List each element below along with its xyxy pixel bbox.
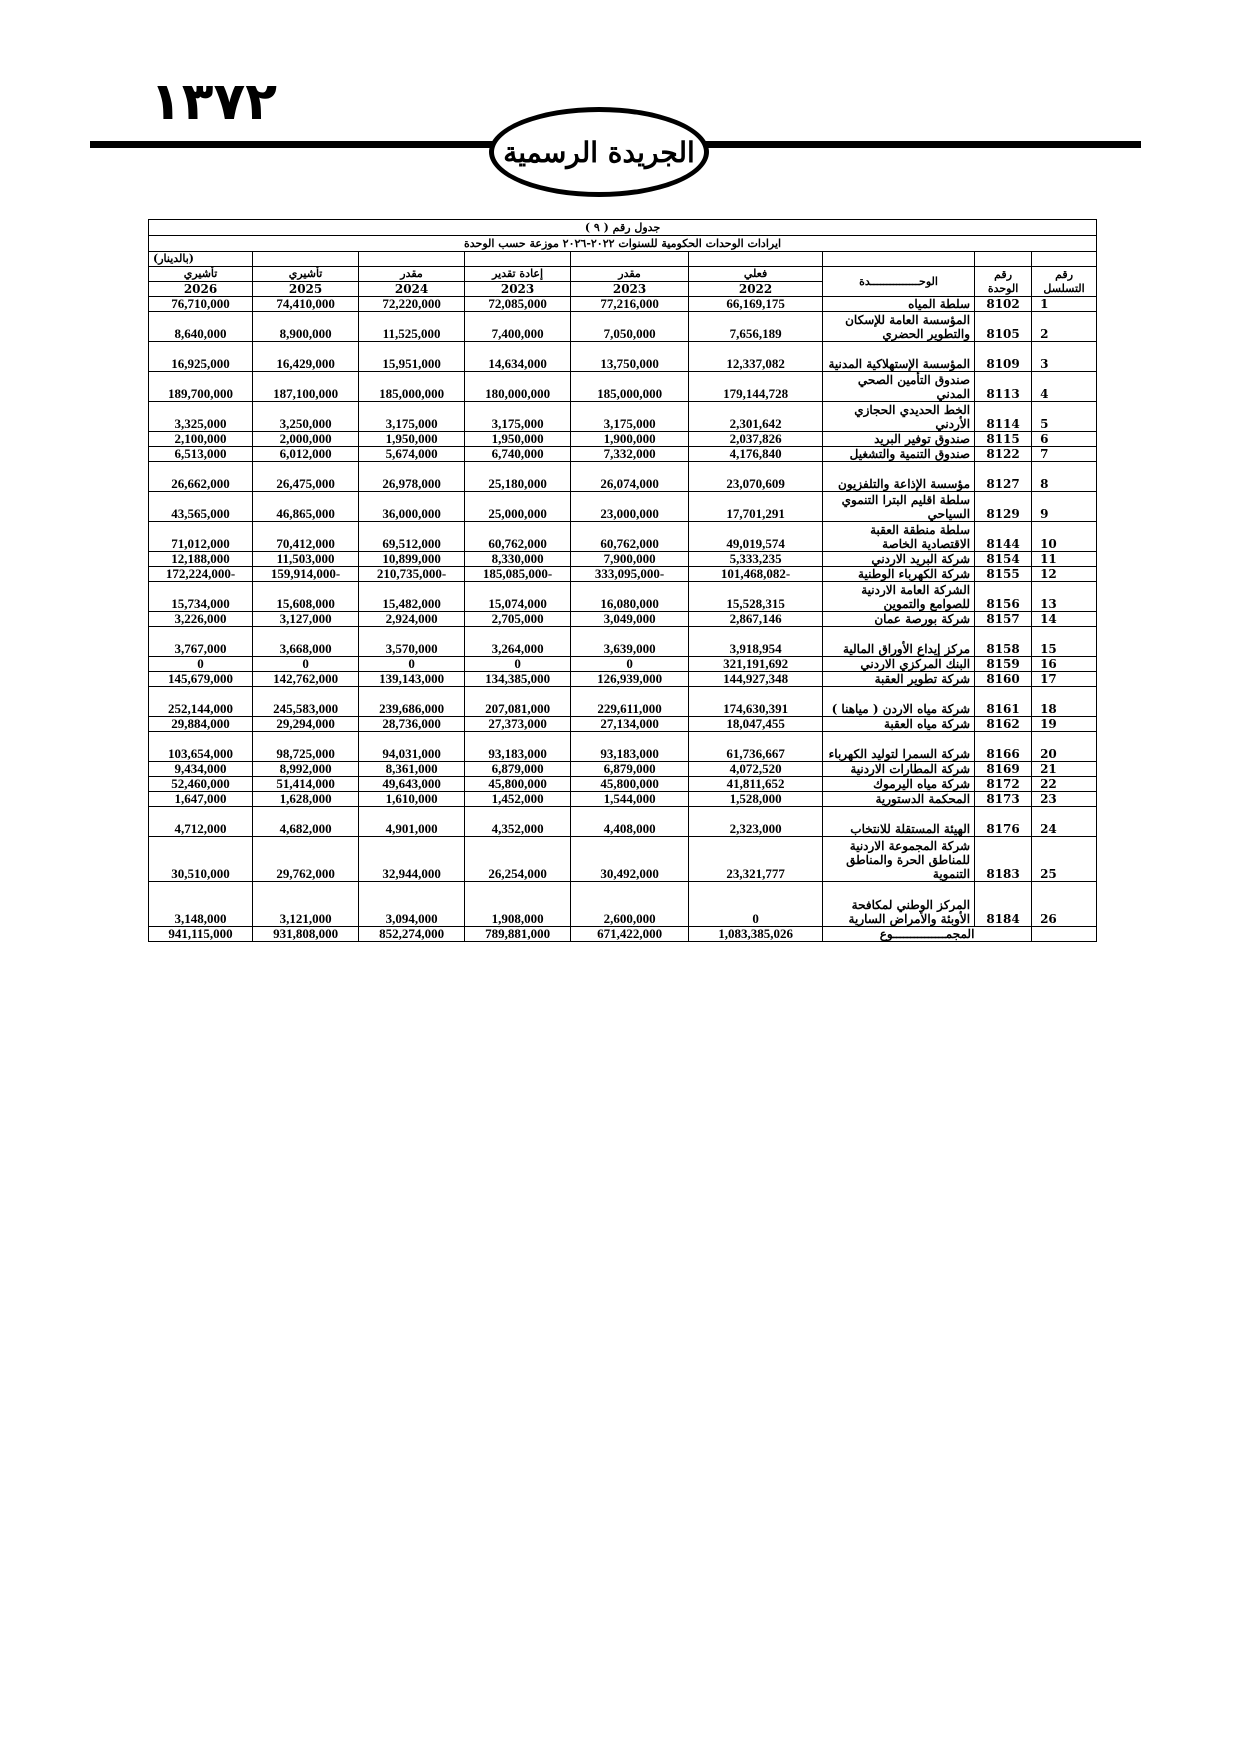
row-value: 1,900,000 <box>571 432 689 447</box>
row-value: 174,630,391 <box>689 687 823 717</box>
header-unit: الوحـــــــــــــــدة <box>823 267 975 297</box>
row-value: 9,434,000 <box>149 762 253 777</box>
row-value: 61,736,667 <box>689 732 823 762</box>
table-row <box>149 492 1097 522</box>
row-unit-code: 8172 <box>975 777 1032 792</box>
row-seq: 19 <box>1032 717 1097 732</box>
row-value: 26,662,000 <box>149 462 253 492</box>
row-unit-code: 8129 <box>975 492 1032 522</box>
total-value: 941,115,000 <box>149 927 253 942</box>
row-value: 3,767,000 <box>149 627 253 657</box>
row-value: 6,740,000 <box>465 447 571 462</box>
row-value: 179,144,728 <box>689 372 823 402</box>
row-value: 15,608,000 <box>253 582 359 612</box>
row-value: 185,000,000 <box>359 372 465 402</box>
row-value: 7,332,000 <box>571 447 689 462</box>
row-value: 3,127,000 <box>253 612 359 627</box>
row-value: 6,879,000 <box>465 762 571 777</box>
table-row <box>149 837 1097 882</box>
row-unit-name: شركة المجموعة الاردنية للمناطق الحرة والمناطق التنموية <box>823 837 975 882</box>
row-unit-code: 8155 <box>975 567 1032 582</box>
row-value: 74,410,000 <box>253 297 359 312</box>
row-value: 1,544,000 <box>571 792 689 807</box>
row-value: 189,700,000 <box>149 372 253 402</box>
row-value: 25,180,000 <box>465 462 571 492</box>
header-col-label: تأشيري <box>253 267 359 282</box>
row-unit-name: سلطة اقليم البترا التنموي السياحي <box>823 492 975 522</box>
row-unit-code: 8122 <box>975 447 1032 462</box>
row-seq: 2 <box>1032 312 1097 342</box>
row-value: 0 <box>149 657 253 672</box>
row-value: 25,000,000 <box>465 492 571 522</box>
row-value: 72,085,000 <box>465 297 571 312</box>
row-value: 2,924,000 <box>359 612 465 627</box>
row-unit-code: 8162 <box>975 717 1032 732</box>
row-value: 4,901,000 <box>359 807 465 837</box>
row-seq: 21 <box>1032 762 1097 777</box>
row-value: 11,525,000 <box>359 312 465 342</box>
total-seq-blank <box>1032 927 1097 942</box>
table-row <box>149 342 1097 372</box>
row-value: 3,918,954 <box>689 627 823 657</box>
row-value: 207,081,000 <box>465 687 571 717</box>
row-value: 29,762,000 <box>253 837 359 882</box>
row-seq: 24 <box>1032 807 1097 837</box>
row-unit-code: 8127 <box>975 462 1032 492</box>
row-unit-name: شركة البريد الاردني <box>823 552 975 567</box>
row-value: 2,705,000 <box>465 612 571 627</box>
row-seq: 17 <box>1032 672 1097 687</box>
row-value: -159,914,000 <box>253 567 359 582</box>
table-row <box>149 717 1097 732</box>
row-unit-name: الهيئة المستقلة للانتخاب <box>823 807 975 837</box>
row-unit-code: 8159 <box>975 657 1032 672</box>
row-value: 45,800,000 <box>465 777 571 792</box>
row-value: 71,012,000 <box>149 522 253 552</box>
row-unit-name: شركة مياه اليرموك <box>823 777 975 792</box>
row-value: 0 <box>465 657 571 672</box>
row-value: 60,762,000 <box>465 522 571 552</box>
row-value: 252,144,000 <box>149 687 253 717</box>
row-seq: 13 <box>1032 582 1097 612</box>
row-unit-code: 8160 <box>975 672 1032 687</box>
masthead-title: الجريدة الرسمية <box>503 135 695 169</box>
row-value: -172,224,000 <box>149 567 253 582</box>
row-value: 16,925,000 <box>149 342 253 372</box>
row-value: 12,337,082 <box>689 342 823 372</box>
total-value: 931,808,000 <box>253 927 359 942</box>
row-unit-name: سلطة المياه <box>823 297 975 312</box>
row-unit-name: صندوق التأمين الصحي المدني <box>823 372 975 402</box>
row-seq: 20 <box>1032 732 1097 762</box>
row-seq: 7 <box>1032 447 1097 462</box>
row-value: 15,528,315 <box>689 582 823 612</box>
row-value: 23,321,777 <box>689 837 823 882</box>
row-unit-name: المحكمة الدستورية <box>823 792 975 807</box>
row-value: 49,019,574 <box>689 522 823 552</box>
row-value: 0 <box>689 882 823 927</box>
masthead-oval <box>489 107 709 197</box>
row-value: 185,000,000 <box>571 372 689 402</box>
row-value: 26,978,000 <box>359 462 465 492</box>
table-row <box>149 552 1097 567</box>
row-value: 23,000,000 <box>571 492 689 522</box>
row-unit-name: الخط الحديدي الحجازي الأردني <box>823 402 975 432</box>
row-value: 239,686,000 <box>359 687 465 717</box>
row-value: 23,070,609 <box>689 462 823 492</box>
row-value: 26,254,000 <box>465 837 571 882</box>
row-value: 18,047,455 <box>689 717 823 732</box>
row-value: 0 <box>253 657 359 672</box>
row-value: -333,095,000 <box>571 567 689 582</box>
total-value: 1,083,385,026 <box>689 927 823 942</box>
row-value: 60,762,000 <box>571 522 689 552</box>
header-col-label: مقدر <box>359 267 465 282</box>
row-seq: 9 <box>1032 492 1097 522</box>
row-value: 77,216,000 <box>571 297 689 312</box>
table-row <box>149 447 1097 462</box>
row-value: 5,674,000 <box>359 447 465 462</box>
page-number: ١٣٧٢ <box>150 72 277 132</box>
header-col-label: إعادة تقدير <box>465 267 571 282</box>
table-row <box>149 807 1097 837</box>
row-value: 16,429,000 <box>253 342 359 372</box>
row-value: 3,175,000 <box>571 402 689 432</box>
row-value: 4,176,840 <box>689 447 823 462</box>
row-value: 26,074,000 <box>571 462 689 492</box>
row-value: 142,762,000 <box>253 672 359 687</box>
row-value: 15,734,000 <box>149 582 253 612</box>
total-value: 852,274,000 <box>359 927 465 942</box>
row-value: 2,100,000 <box>149 432 253 447</box>
row-value: 2,037,826 <box>689 432 823 447</box>
row-seq: 15 <box>1032 627 1097 657</box>
row-seq: 16 <box>1032 657 1097 672</box>
row-value: 43,565,000 <box>149 492 253 522</box>
row-value: 26,475,000 <box>253 462 359 492</box>
row-seq: 25 <box>1032 837 1097 882</box>
row-unit-name: الشركة العامة الاردنية للصوامع والتموين <box>823 582 975 612</box>
row-seq: 6 <box>1032 432 1097 447</box>
row-value: 6,513,000 <box>149 447 253 462</box>
row-value: -185,085,000 <box>465 567 571 582</box>
table-row <box>149 627 1097 657</box>
table-row <box>149 372 1097 402</box>
table-row <box>149 567 1097 582</box>
row-value: 139,143,000 <box>359 672 465 687</box>
row-value: 10,899,000 <box>359 552 465 567</box>
header-col-year: 2023 <box>465 282 571 297</box>
table-row <box>149 657 1097 672</box>
row-value: 126,939,000 <box>571 672 689 687</box>
row-value: 144,927,348 <box>689 672 823 687</box>
row-seq: 1 <box>1032 297 1097 312</box>
header-col-label: تأشيري <box>149 267 253 282</box>
header-col-year: 2025 <box>253 282 359 297</box>
table-row <box>149 672 1097 687</box>
row-seq: 23 <box>1032 792 1097 807</box>
row-seq: 4 <box>1032 372 1097 402</box>
row-seq: 11 <box>1032 552 1097 567</box>
row-unit-name: صندوق توفير البريد <box>823 432 975 447</box>
row-seq: 14 <box>1032 612 1097 627</box>
currency-note: (بالدينار) <box>149 252 253 267</box>
row-value: 1,528,000 <box>689 792 823 807</box>
row-value: 29,884,000 <box>149 717 253 732</box>
row-value: 2,600,000 <box>571 882 689 927</box>
row-value: 49,643,000 <box>359 777 465 792</box>
table-row <box>149 462 1097 492</box>
row-unit-code: 8184 <box>975 882 1032 927</box>
row-value: 98,725,000 <box>253 732 359 762</box>
row-unit-name: شركة بورصة عمان <box>823 612 975 627</box>
row-value: 8,992,000 <box>253 762 359 777</box>
row-unit-name: المؤسسة العامة للإسكان والتطوير الحضري <box>823 312 975 342</box>
table-row <box>149 882 1097 927</box>
row-value: 321,191,692 <box>689 657 823 672</box>
row-value: 4,682,000 <box>253 807 359 837</box>
row-value: 51,414,000 <box>253 777 359 792</box>
row-value: -210,735,000 <box>359 567 465 582</box>
row-value: 93,183,000 <box>571 732 689 762</box>
row-value: 41,811,652 <box>689 777 823 792</box>
row-value: 28,736,000 <box>359 717 465 732</box>
row-unit-code: 8156 <box>975 582 1032 612</box>
row-unit-name: شركة الكهرباء الوطنية <box>823 567 975 582</box>
row-value: 1,610,000 <box>359 792 465 807</box>
row-unit-code: 8169 <box>975 762 1032 777</box>
row-value: 69,512,000 <box>359 522 465 552</box>
table-row <box>149 432 1097 447</box>
header-unit-no: رقم الوحدة <box>975 267 1032 297</box>
table-row <box>149 732 1097 762</box>
row-seq: 22 <box>1032 777 1097 792</box>
row-unit-code: 8176 <box>975 807 1032 837</box>
row-value: 7,900,000 <box>571 552 689 567</box>
header-col-year: 2026 <box>149 282 253 297</box>
header-seq: رقم التسلسل <box>1032 267 1097 297</box>
table-row <box>149 687 1097 717</box>
row-value: 1,950,000 <box>465 432 571 447</box>
row-value: 4,352,000 <box>465 807 571 837</box>
row-seq: 18 <box>1032 687 1097 717</box>
row-value: 6,012,000 <box>253 447 359 462</box>
table-title: جدول رقم ( ٩ ) <box>149 220 1097 236</box>
row-value: 134,385,000 <box>465 672 571 687</box>
row-value: 3,264,000 <box>465 627 571 657</box>
total-value: 671,422,000 <box>571 927 689 942</box>
row-value: 46,865,000 <box>253 492 359 522</box>
row-value: 30,510,000 <box>149 837 253 882</box>
row-value: 4,072,520 <box>689 762 823 777</box>
row-value: 5,333,235 <box>689 552 823 567</box>
row-value: 16,080,000 <box>571 582 689 612</box>
row-unit-code: 8158 <box>975 627 1032 657</box>
row-seq: 3 <box>1032 342 1097 372</box>
row-value: 0 <box>359 657 465 672</box>
total-label: المجمـــــــــــــــوع <box>823 927 1032 942</box>
row-value: 52,460,000 <box>149 777 253 792</box>
row-value: 8,361,000 <box>359 762 465 777</box>
row-unit-name: شركة تطوير العقبة <box>823 672 975 687</box>
row-value: 3,094,000 <box>359 882 465 927</box>
row-value: 1,908,000 <box>465 882 571 927</box>
row-unit-code: 8102 <box>975 297 1032 312</box>
row-value: 4,712,000 <box>149 807 253 837</box>
row-value: 15,951,000 <box>359 342 465 372</box>
row-value: 2,000,000 <box>253 432 359 447</box>
row-value: 32,944,000 <box>359 837 465 882</box>
row-value: 30,492,000 <box>571 837 689 882</box>
row-seq: 10 <box>1032 522 1097 552</box>
row-value: 2,301,642 <box>689 402 823 432</box>
row-unit-name: شركة مياه العقبة <box>823 717 975 732</box>
row-unit-name: المؤسسة الإستهلاكية المدنية <box>823 342 975 372</box>
row-value: 187,100,000 <box>253 372 359 402</box>
header-col-year: 2022 <box>689 282 823 297</box>
table-row <box>149 777 1097 792</box>
row-value: 1,950,000 <box>359 432 465 447</box>
row-value: 14,634,000 <box>465 342 571 372</box>
row-value: 8,640,000 <box>149 312 253 342</box>
row-seq: 5 <box>1032 402 1097 432</box>
row-unit-name: صندوق التنمية والتشغيل <box>823 447 975 462</box>
row-value: 2,323,000 <box>689 807 823 837</box>
row-value: 3,639,000 <box>571 627 689 657</box>
row-value: 8,330,000 <box>465 552 571 567</box>
row-unit-code: 8154 <box>975 552 1032 567</box>
total-row <box>149 927 1097 942</box>
row-value: 8,900,000 <box>253 312 359 342</box>
row-unit-code: 8183 <box>975 837 1032 882</box>
row-unit-code: 8113 <box>975 372 1032 402</box>
row-unit-name: المركز الوطني لمكافحة الأوبئة والأمراض السارية <box>823 882 975 927</box>
row-seq: 8 <box>1032 462 1097 492</box>
total-value: 789,881,000 <box>465 927 571 942</box>
row-value: 15,074,000 <box>465 582 571 612</box>
row-value: 0 <box>571 657 689 672</box>
row-value: 145,679,000 <box>149 672 253 687</box>
row-value: -101,468,082 <box>689 567 823 582</box>
row-value: 6,879,000 <box>571 762 689 777</box>
row-value: 94,031,000 <box>359 732 465 762</box>
row-unit-name: البنك المركزي الاردني <box>823 657 975 672</box>
row-value: 3,175,000 <box>359 402 465 432</box>
row-value: 4,408,000 <box>571 807 689 837</box>
table-row <box>149 582 1097 612</box>
row-value: 13,750,000 <box>571 342 689 372</box>
row-value: 3,668,000 <box>253 627 359 657</box>
row-value: 36,000,000 <box>359 492 465 522</box>
row-value: 45,800,000 <box>571 777 689 792</box>
row-value: 3,148,000 <box>149 882 253 927</box>
row-unit-code: 8157 <box>975 612 1032 627</box>
row-unit-code: 8173 <box>975 792 1032 807</box>
row-value: 180,000,000 <box>465 372 571 402</box>
row-value: 17,701,291 <box>689 492 823 522</box>
table-subtitle: ايرادات الوحدات الحكومية للسنوات ٢٠٢٢-٢٠٢٦ موزعة حسب الوحدة <box>149 236 1097 252</box>
row-value: 70,412,000 <box>253 522 359 552</box>
table-row <box>149 792 1097 807</box>
row-value: 3,175,000 <box>465 402 571 432</box>
header-col-label: مقدر <box>571 267 689 282</box>
row-value: 12,188,000 <box>149 552 253 567</box>
row-value: 66,169,175 <box>689 297 823 312</box>
row-unit-name: سلطة منطقة العقبة الاقتصادية الخاصة <box>823 522 975 552</box>
row-value: 76,710,000 <box>149 297 253 312</box>
row-value: 72,220,000 <box>359 297 465 312</box>
row-unit-code: 8109 <box>975 342 1032 372</box>
table-row <box>149 612 1097 627</box>
row-unit-name: شركة المطارات الاردنية <box>823 762 975 777</box>
row-value: 27,134,000 <box>571 717 689 732</box>
table-row <box>149 522 1097 552</box>
row-value: 229,611,000 <box>571 687 689 717</box>
row-value: 3,226,000 <box>149 612 253 627</box>
row-value: 3,250,000 <box>253 402 359 432</box>
row-seq: 12 <box>1032 567 1097 582</box>
row-value: 245,583,000 <box>253 687 359 717</box>
row-value: 11,503,000 <box>253 552 359 567</box>
row-value: 1,452,000 <box>465 792 571 807</box>
table-row <box>149 297 1097 312</box>
table-row <box>149 402 1097 432</box>
row-value: 7,050,000 <box>571 312 689 342</box>
row-unit-code: 8161 <box>975 687 1032 717</box>
row-value: 3,570,000 <box>359 627 465 657</box>
row-unit-code: 8166 <box>975 732 1032 762</box>
row-value: 2,867,146 <box>689 612 823 627</box>
row-value: 103,654,000 <box>149 732 253 762</box>
row-unit-code: 8144 <box>975 522 1032 552</box>
row-value: 27,373,000 <box>465 717 571 732</box>
row-value: 93,183,000 <box>465 732 571 762</box>
row-value: 3,049,000 <box>571 612 689 627</box>
row-unit-name: شركة السمرا لتوليد الكهرباء <box>823 732 975 762</box>
row-unit-code: 8105 <box>975 312 1032 342</box>
row-value: 3,121,000 <box>253 882 359 927</box>
row-value: 15,482,000 <box>359 582 465 612</box>
row-seq: 26 <box>1032 882 1097 927</box>
header-col-label: فعلي <box>689 267 823 282</box>
row-value: 7,400,000 <box>465 312 571 342</box>
row-unit-name: شركة مياه الاردن ( مياهنا ) <box>823 687 975 717</box>
header-col-year: 2024 <box>359 282 465 297</box>
row-value: 3,325,000 <box>149 402 253 432</box>
row-value: 7,656,189 <box>689 312 823 342</box>
row-value: 1,647,000 <box>149 792 253 807</box>
row-unit-name: مؤسسة الإذاعة والتلفزيون <box>823 462 975 492</box>
table-row <box>149 312 1097 342</box>
header-col-year: 2023 <box>571 282 689 297</box>
row-value: 1,628,000 <box>253 792 359 807</box>
row-unit-code: 8115 <box>975 432 1032 447</box>
row-unit-code: 8114 <box>975 402 1032 432</box>
table-row <box>149 762 1097 777</box>
row-value: 29,294,000 <box>253 717 359 732</box>
row-unit-name: مركز إيداع الأوراق المالية <box>823 627 975 657</box>
revenue-table <box>148 219 1097 942</box>
